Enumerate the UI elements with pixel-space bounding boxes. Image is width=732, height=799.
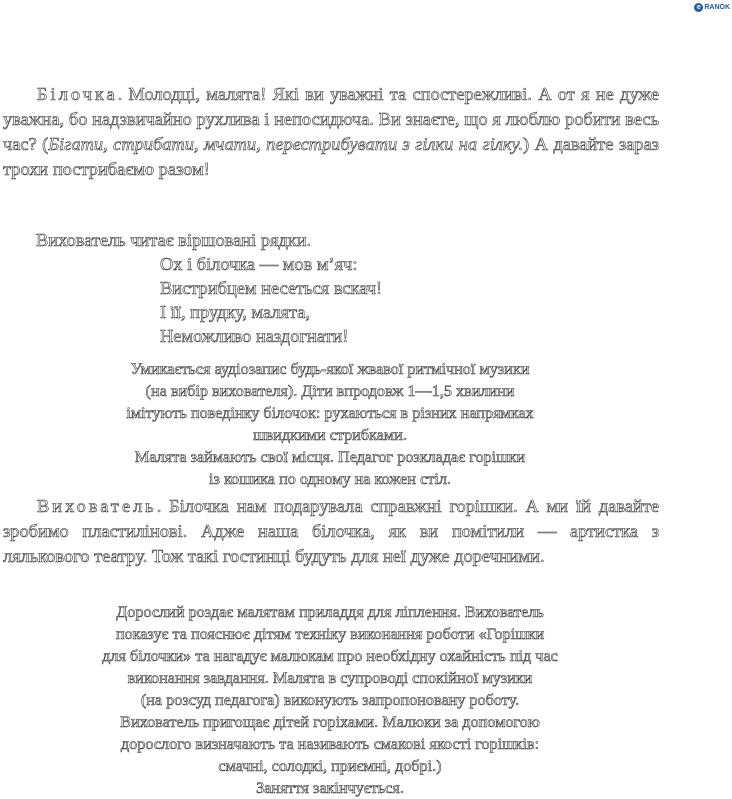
poem [160, 252, 382, 348]
paragraph-tail: ) А давайте зараз трохи пострибаємо разом! [3, 134, 659, 179]
stage-direction-modeling [0, 601, 660, 799]
logo-mark-icon: e [694, 3, 703, 12]
stage-direction-music [0, 358, 660, 490]
poem-line: І її, прудку, малята, [160, 302, 311, 322]
logo-text: RANOK [704, 4, 730, 11]
speaker-name: Білочка [37, 84, 118, 104]
poem-line: Ох і білочка — мов м’яч: [160, 254, 358, 274]
note-line: Вихователь пригощає дітей горіхами. Малюки за допомогою [120, 713, 540, 731]
paragraph-italic-answer: Бігати, стрибати, мчати, перестрибувати з гілки на гілку. [48, 134, 524, 154]
note-line: Дорослий роздає малятам приладдя для ліплення. Вихователь [116, 603, 544, 621]
paragraph-text: . Молодці, малята! Які ви уважні та спостережливі. А от я не дуже уважна, бо надзвичайно рухлива і непосидюча. Ви знаєте, що я люблю робити весь час? ( [3, 84, 659, 154]
poem-line: Неможливо наздогнати! [160, 326, 349, 346]
note-line: виконання завдання. Малята в супроводі спокійної музики [127, 669, 533, 687]
note-line: Заняття закінчується. [256, 779, 404, 797]
note-line: Умикається аудіозапис будь-якої жвавої ритмічної музики [130, 360, 530, 378]
speaker-name: Вихователь [37, 496, 157, 516]
note-line: Малята займають свої місця. Педагог розкладає горішки [134, 448, 526, 466]
note-line: із кошика по одному на кожен стіл. [209, 470, 451, 488]
dialogue-paragraph-squirrel [3, 82, 659, 182]
note-line: (на розсуд педагога) виконують запропоновану роботу. [140, 691, 520, 709]
note-line: імітують поведінку білочок: рухаються в різних напрямках [126, 404, 534, 422]
poem-intro: Вихователь читає віршовані рядки. [36, 230, 312, 250]
dialogue-paragraph-teacher [3, 494, 659, 569]
note-line: швидкими стрибками. [253, 426, 407, 444]
note-line: смачні, солодкі, приємні, добрі.) [218, 757, 442, 775]
publisher-logo [690, 2, 730, 14]
note-line: для білочки» та нагадує малюкам про необхідну охайність під час [102, 647, 558, 665]
note-line: дорослого визначають та називають смакові якості горішків: [120, 735, 540, 753]
paragraph-text: . Білочка нам подарувала справжні горішки. А ми їй давайте зробимо пластилінові. Адже наша білочка, як ви помітили — артистка з лялькового театру. Тож такі гостинці будуть для неї дуже доречними. [3, 496, 659, 566]
note-line: (на вибір вихователя). Діти впродовж 1—1,5 хвилини [145, 382, 515, 400]
note-line: показує та пояснює дітям техніку виконання роботи «Горішки [115, 625, 545, 643]
poem-line: Вистрибцем несеться вскач! [160, 278, 383, 298]
